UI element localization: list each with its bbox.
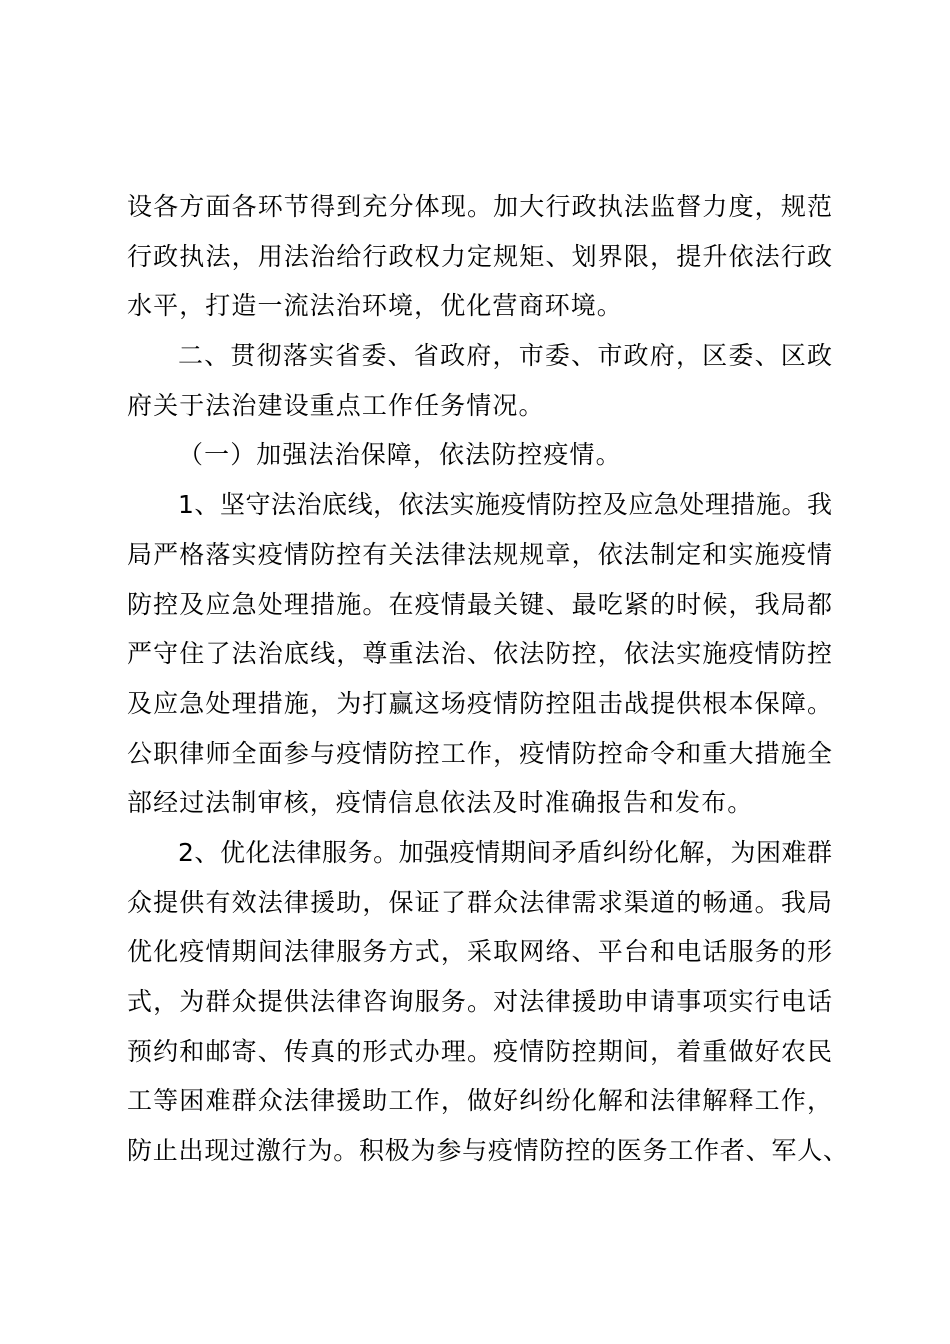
text-line: 防控及应急处理措施。在疫情最关键、最吃紧的时候，我局都 — [127, 589, 832, 619]
text-line: 及应急处理措施，为打赢这场疫情防控阻击战提供根本保障。 — [127, 688, 832, 718]
text-line: 公职律师全面参与疫情防控工作，疫情防控命令和重大措施全 — [127, 738, 832, 768]
text-line: 预约和邮寄、传真的形式办理。疫情防控期间，着重做好农民 — [127, 1036, 832, 1066]
text-line: 府关于法治建设重点工作任务情况。 — [127, 390, 545, 420]
text-line: 工等困难群众法律援助工作，做好纠纷化解和法律解释工作， — [127, 1086, 832, 1116]
subsection-heading-1 — [127, 430, 848, 480]
text-line: 水平，打造一流法治环境，优化营商环境。 — [127, 291, 623, 321]
text-line: （一）加强法治保障，依法防控疫情。 — [178, 440, 622, 470]
text-line: 1、坚守法治底线，依法实施疫情防控及应急处理措施。我 — [178, 490, 832, 520]
paragraph-continuation — [127, 182, 848, 331]
text-line: 众提供有效法律援助，保证了群众法律需求渠道的畅通。我局 — [127, 887, 832, 917]
section-heading-2 — [127, 331, 848, 430]
body-text — [127, 182, 848, 1176]
text-line: 设各方面各环节得到充分体现。加大行政执法监督力度，规范 — [127, 192, 832, 221]
text-line: 行政执法，用法治给行政权力定规矩、划界限，提升依法行政 — [127, 241, 832, 271]
text-line: 优化疫情期间法律服务方式，采取网络、平台和电话服务的形 — [127, 937, 832, 967]
text-line: 局严格落实疫情防控有关法律法规规章，依法制定和实施疫情 — [127, 539, 832, 569]
text-line: 严守住了法治底线，尊重法治、依法防控，依法实施疫情防控 — [127, 639, 832, 669]
paragraph-item-1 — [127, 480, 848, 828]
text-line: 式，为群众提供法律咨询服务。对法律援助申请事项实行电话 — [127, 987, 832, 1016]
text-line: 防止出现过激行为。积极为参与疫情防控的医务工作者、军人、 — [127, 1136, 848, 1166]
text-line: 2、优化法律服务。加强疫情期间矛盾纠纷化解，为困难群 — [178, 837, 832, 867]
text-line: 二、贯彻落实省委、省政府，市委、市政府，区委、区政 — [178, 341, 832, 371]
text-line: 部经过法制审核，疫情信息依法及时准确报告和发布。 — [127, 788, 754, 818]
paragraph-item-2 — [127, 828, 848, 1176]
